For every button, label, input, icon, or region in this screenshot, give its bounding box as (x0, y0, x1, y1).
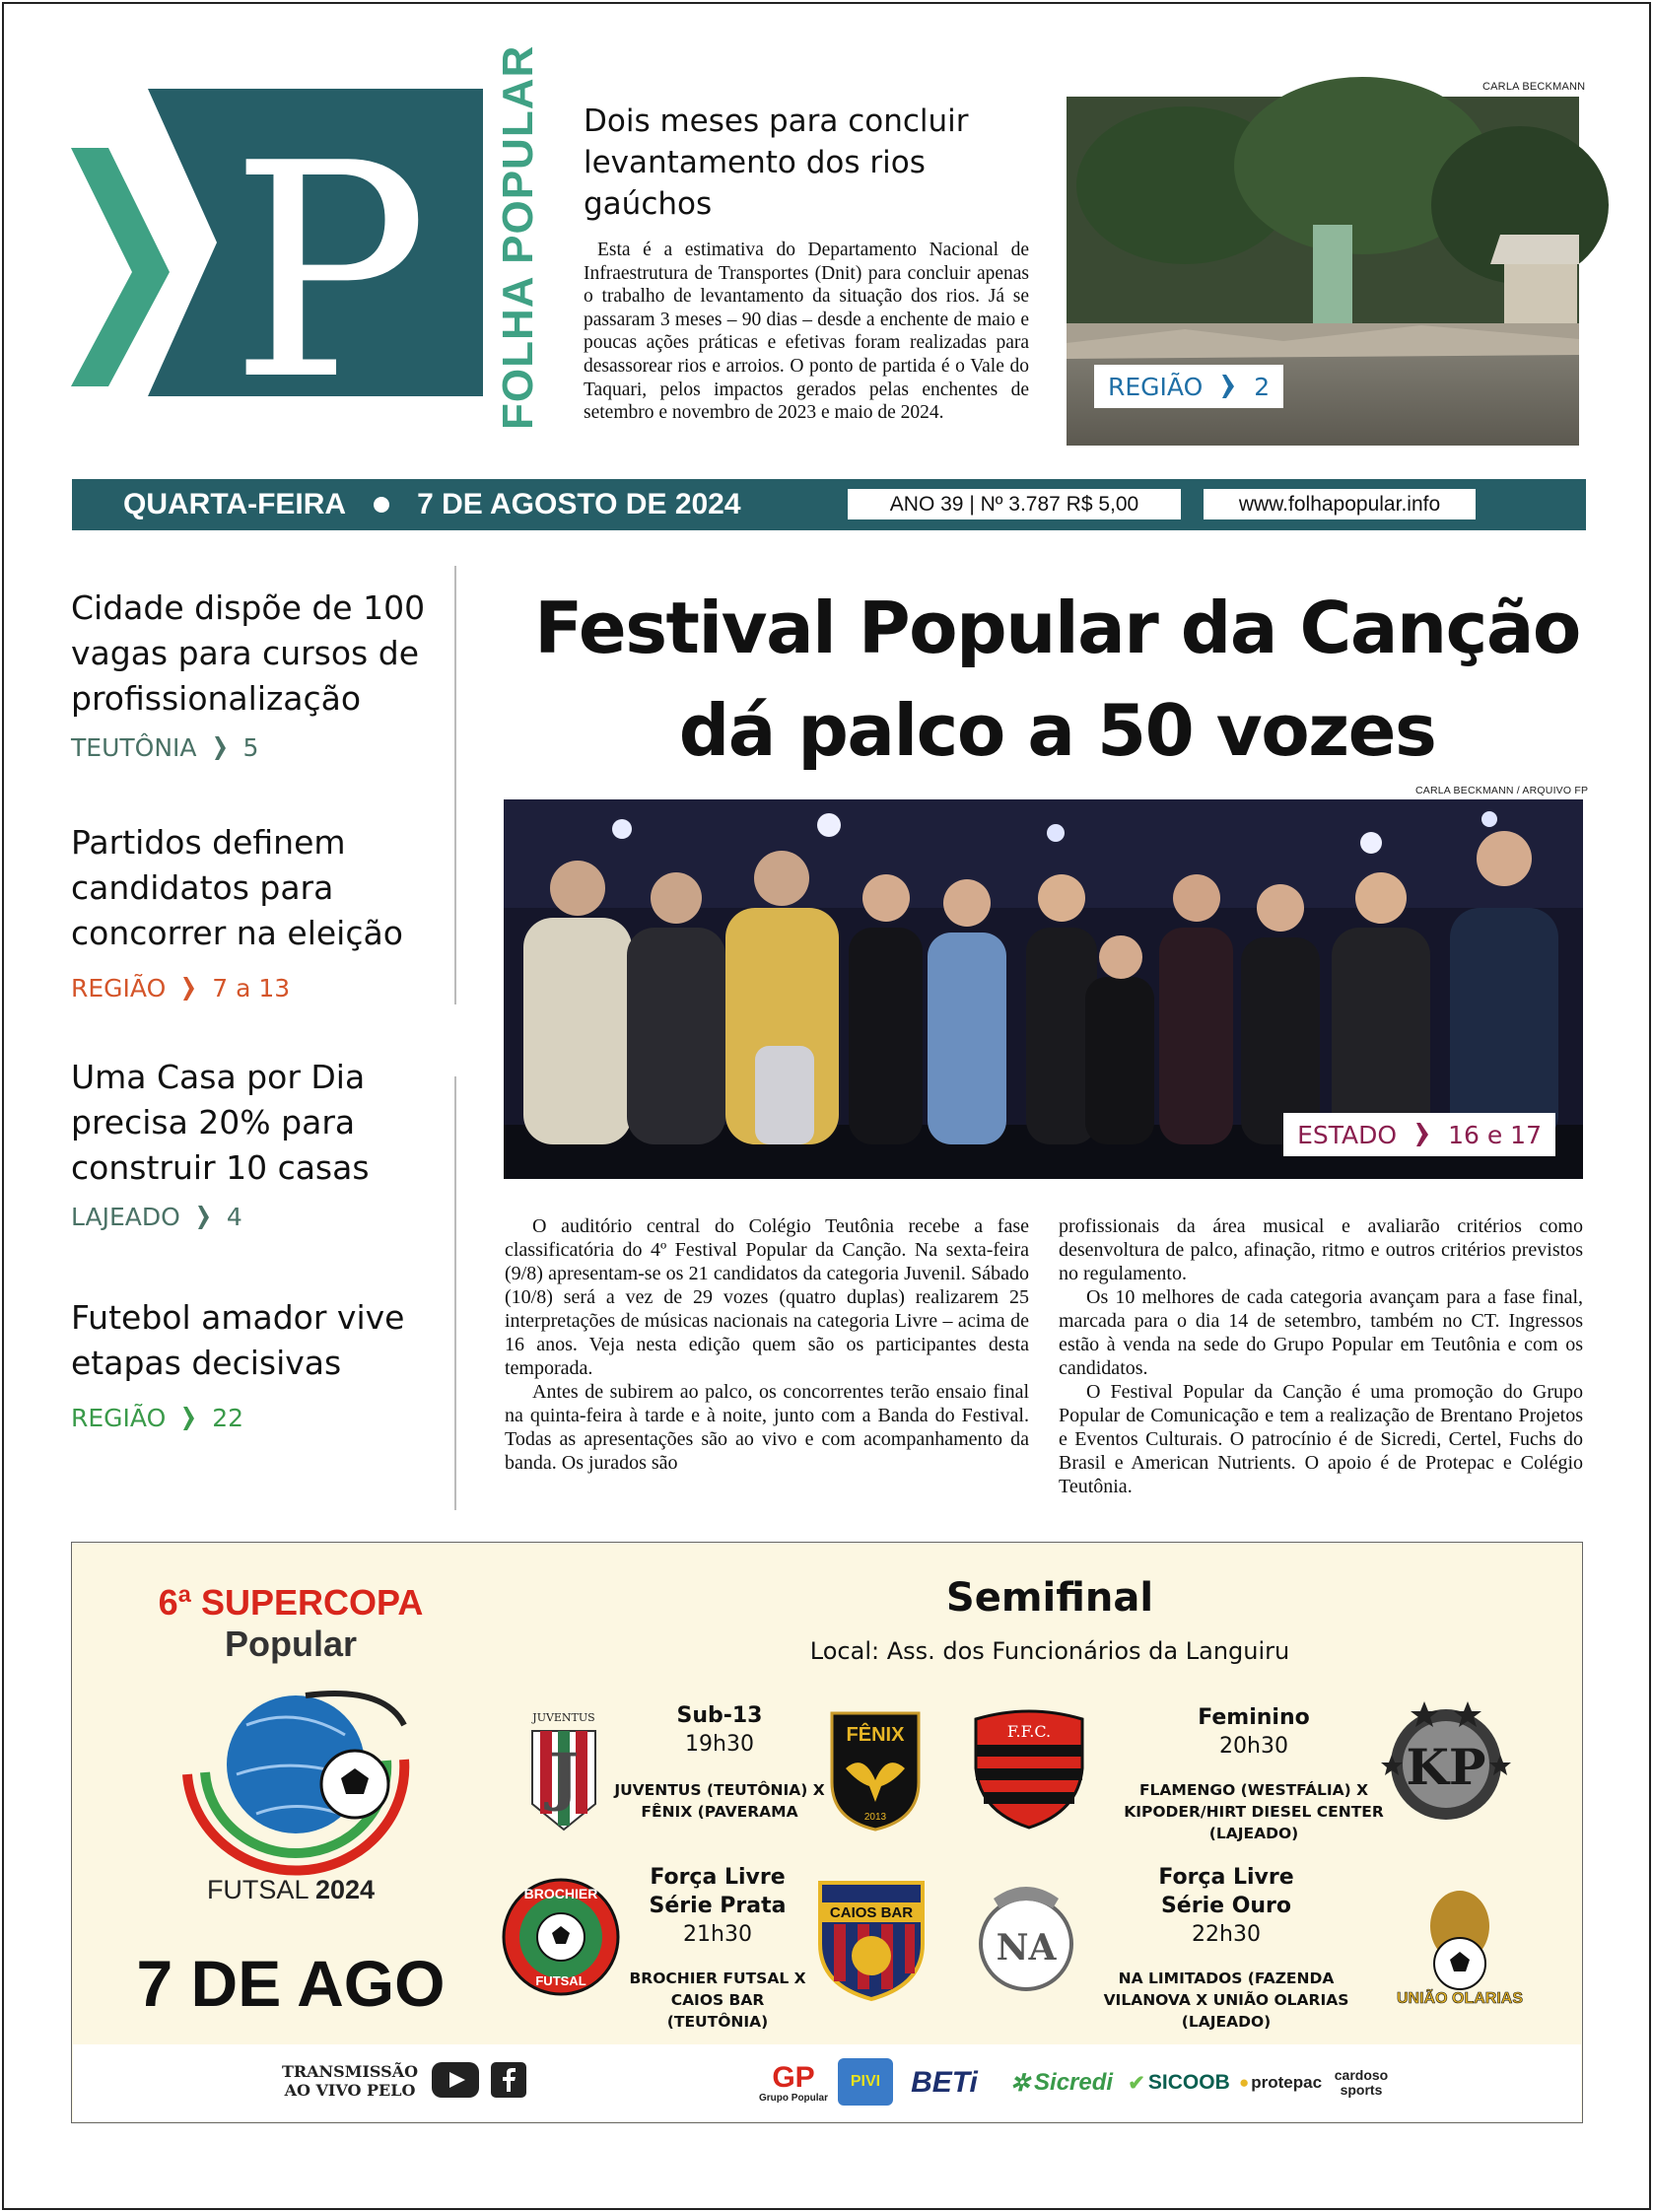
sponsor-sicoob-label: SICOOB (1147, 2071, 1230, 2094)
sicoob-icon: ✔ (1128, 2071, 1145, 2095)
brochier-crest (501, 1877, 621, 1997)
edition-info: ANO 39 | Nº 3.787 R$ 5,00 (848, 489, 1181, 519)
article-paragraph: profissionais da área musical e avaliarão critérios como desenvoltura de palco, afinação, ritmo e outros critérios previstos no regulamento. (1059, 1215, 1583, 1284)
logo-name: FOLHA POPULAR (494, 44, 542, 430)
sponsor-pivi[interactable]: PIVI (838, 2058, 893, 2106)
fenix-crest (824, 1703, 927, 1833)
article-paragraph: Antes de subirem ao palco, os concorrentes terão ensaio final na quinta-feira à tarde e à noite, junto com a Banda do Festival. Todas as apresentações são ao vivo e com acompanhamento da banda. Os jurados são (505, 1381, 1029, 1474)
sponsor-sicredi[interactable] (1007, 2054, 1116, 2111)
logo-letter: P (230, 101, 429, 445)
match-serie-ouro (1078, 1863, 1374, 2033)
futsal-year-value: 2024 (314, 1875, 376, 1904)
sidebar-headline: Partidos definem candidatos para concorrer na eleição (71, 823, 403, 952)
kipoder-crest (1380, 1695, 1512, 1828)
sidebar-tag (71, 1404, 446, 1432)
sponsor-grupo-popular[interactable] (739, 2054, 848, 2111)
match-subcategory: Série Ouro (1160, 1894, 1292, 1918)
semifinal-location: Local: Ass. dos Funcionários da Languiru (809, 1637, 1290, 1665)
issue-full-date: 7 DE AGOSTO DE 2024 (417, 488, 741, 520)
main-headline[interactable]: Festival Popular da Canção dá palco a 50 vozes (534, 587, 1580, 772)
bullet-icon (374, 497, 389, 513)
sidebar-headline: Futebol amador vive etapas decisivas (71, 1298, 405, 1382)
sidebar-tag (71, 974, 446, 1002)
sidebar-page: 7 a 13 (212, 974, 291, 1002)
sponsor-sicoob[interactable] (1130, 2054, 1228, 2111)
website-link[interactable]: www.folhapopular.info (1204, 489, 1476, 519)
sponsor-cardoso-label: cardoso (1334, 2067, 1389, 2083)
semifinal-title: Semifinal (945, 1575, 1154, 1621)
futsal-year (99, 1875, 483, 1905)
flamengo-westfalia-crest (970, 1709, 1088, 1832)
match-category: Sub-13 (676, 1703, 763, 1728)
sidebar-item[interactable] (71, 820, 446, 1002)
top-story-tag[interactable] (1094, 365, 1283, 408)
facebook-icon[interactable] (491, 2062, 526, 2098)
sidebar-section: TEUTÔNIA (71, 733, 197, 762)
supercopa-ball-logo (158, 1666, 424, 1878)
match-category: Força Livre (1158, 1865, 1294, 1890)
main-tag-page: 16 e 17 (1448, 1120, 1542, 1149)
sidebar-section: REGIÃO (71, 974, 167, 1002)
article-paragraph: O auditório central do Colégio Teutônia recebe a fase classificatória do 4º Festival Popular da Canção. Na sexta-feira (9/8) apresentam-se os 21 candidatos da categoria Juvenil. Sábado (10/8) será a vez de 29 vozes (quatro duplas) realizarem 25 interpretações de músicas nacionais na categoria Livre – acima de 16 anos. Veja nesta edição quem são os participantes desta temporada. (505, 1215, 1029, 1379)
sponsor-sports-label: sports (1340, 2082, 1383, 2098)
na-crest-label: NA (996, 1927, 1057, 1969)
match-time: 19h30 (685, 1732, 754, 1757)
top-story (584, 101, 1029, 425)
uniao-crest-label: UNIÃO OLARIAS (1397, 1990, 1523, 2007)
sponsor-beti[interactable]: BETi (911, 2066, 978, 2099)
match-teams: BROCHIER FUTSAL X CAIOS BAR (TEUTÔNIA) (629, 1970, 806, 2031)
match-sub13 (611, 1701, 828, 1823)
ad-date: 7 DE AGO (136, 1947, 446, 2020)
juventus-crest-label: JUVENTUS (532, 1711, 595, 1724)
futsal-label: FUTSAL (206, 1875, 309, 1904)
chevron-right-icon (183, 977, 194, 1001)
article-column-2 (1059, 1214, 1583, 1498)
svg-text:J: J (548, 1740, 580, 1814)
column-divider (454, 566, 456, 1004)
sidebar-headline: Uma Casa por Dia precisa 20% para construir 10 casas (71, 1058, 370, 1187)
chevron-right-icon (215, 736, 226, 760)
match-time: 21h30 (683, 1922, 752, 1947)
youtube-icon[interactable] (432, 2062, 479, 2098)
top-tag-section: REGIÃO (1108, 372, 1204, 401)
sidebar-tag (71, 1203, 446, 1231)
sponsor-sicredi-label: Sicredi (1034, 2069, 1114, 2096)
top-story-headline[interactable]: Dois meses para concluir levantamento dos rios gaúchos (584, 104, 969, 222)
fenix-crest-year: 2013 (863, 1812, 887, 1823)
chevron-right-icon (1416, 1123, 1428, 1146)
uniao-olarias-crest (1396, 1881, 1524, 2009)
sidebar-page: 4 (226, 1203, 242, 1231)
sicredi-icon: ✲ (1009, 2069, 1031, 2097)
supercopa-subtitle: Popular (224, 1624, 357, 1664)
article-paragraph: Os 10 melhores de cada categoria avançam para a fase final, marcada para o dia 14 de setembro, também no CT. Ingressos estão à venda na sede do Grupo Popular em Teutônia e com os candidatos. (1059, 1286, 1583, 1379)
match-category: Feminino (1198, 1705, 1310, 1730)
sponsor-protepac-label: protepac (1251, 2073, 1323, 2092)
sponsor-protepac[interactable] (1240, 2054, 1321, 2111)
column-divider (454, 1076, 456, 1510)
flamengo-crest-label: F.F.C. (1006, 1722, 1052, 1741)
caios-crest-label: CAIOS BAR (829, 1904, 914, 1921)
sponsor-gp-mark: GP (772, 2060, 815, 2094)
match-subcategory: Série Prata (649, 1894, 787, 1918)
fenix-crest-label: FÊNIX (846, 1724, 905, 1746)
top-story-body: Esta é a estimativa do Departamento Nacional de Infraestrutura de Transportes (Dnit) para concluir apenas o trabalho de levantamento da situação dos rios. Já se passaram 3 meses – 90 dias – desde a enchente de maio e poucas ações práticas e efetivas foram realizadas para desassorear rios e arroios. O ponto de partida é o Vale do Taquari, pelos impactos gerados pelas enchentes de setembro e novembro de 2023 e maio de 2024. (584, 240, 1029, 424)
top-tag-page: 2 (1254, 372, 1271, 401)
match-feminino (1096, 1703, 1412, 1844)
sidebar-section: LAJEADO (71, 1203, 180, 1231)
festival-photo[interactable] (504, 799, 1583, 1179)
na-limitados-crest (974, 1879, 1078, 1997)
article-column-1 (505, 1214, 1029, 1475)
juventus-crest (522, 1707, 605, 1833)
chevron-right-icon (183, 1407, 194, 1430)
chevron-right-icon (1222, 375, 1234, 398)
match-time: 22h30 (1192, 1922, 1261, 1947)
main-story-tag[interactable] (1283, 1113, 1555, 1156)
match-teams: NA LIMITADOS (FAZENDA VILANOVA X UNIÃO OLARIAS (LAJEADO) (1103, 1970, 1349, 2031)
caios-bar-crest (814, 1875, 929, 2003)
transmission-label: TRANSMISSÃO AO VIVO PELO (281, 2062, 419, 2100)
match-serie-prata (619, 1863, 816, 2033)
sponsor-gp-name: Grupo Popular (759, 2092, 828, 2104)
article-paragraph: O Festival Popular da Canção é uma promoção do Grupo Popular de Comunicação e tem a realização de Brentano Projetos e Eventos Culturais. O patrocínio é de Sicredi, Certel, Fuchs do Brasil e American Nutrients. O apoio é de Protepac e Colégio Teutônia. (1059, 1381, 1583, 1497)
sidebar-page: 5 (242, 733, 259, 762)
issue-date (123, 487, 741, 522)
top-photo-credit: CARLA BECKMANN (1482, 81, 1586, 93)
chevron-right-icon (198, 1206, 209, 1229)
brochier-crest-label-2: FUTSAL (535, 1973, 586, 1988)
main-tag-section: ESTADO (1297, 1120, 1398, 1149)
sidebar-item[interactable] (71, 586, 446, 762)
masthead-logo[interactable] (71, 44, 542, 445)
brochier-crest-label: BROCHIER (523, 1886, 598, 1901)
match-category: Força Livre (650, 1865, 786, 1890)
sidebar-section: REGIÃO (71, 1404, 167, 1432)
sidebar-tag (71, 733, 446, 762)
match-teams: FLAMENGO (WESTFÁLIA) X KIPODER/HIRT DIESEL CENTER (LAJEADO) (1124, 1781, 1384, 1842)
sponsor-cardoso-sports[interactable] (1327, 2054, 1396, 2111)
sidebar-item[interactable] (71, 1295, 446, 1432)
supercopa-title: 6ª SUPERCOPA (158, 1582, 424, 1623)
protepac-icon: ● (1238, 2073, 1250, 2092)
flood-photo[interactable] (1067, 97, 1579, 446)
main-photo-credit: CARLA BECKMANN / ARQUIVO FP (1415, 785, 1589, 796)
match-time: 20h30 (1219, 1734, 1288, 1759)
match-teams: JUVENTUS (TEUTÔNIA) X FÊNIX (PAVERAMA (614, 1781, 825, 1821)
sidebar-page: 22 (212, 1404, 244, 1432)
kipoder-crest-label: KP (1406, 1738, 1486, 1796)
sidebar-item[interactable] (71, 1055, 446, 1231)
sidebar-headline: Cidade dispõe de 100 vagas para cursos de profissionalização (71, 588, 426, 718)
issue-weekday: QUARTA-FEIRA (123, 488, 347, 520)
